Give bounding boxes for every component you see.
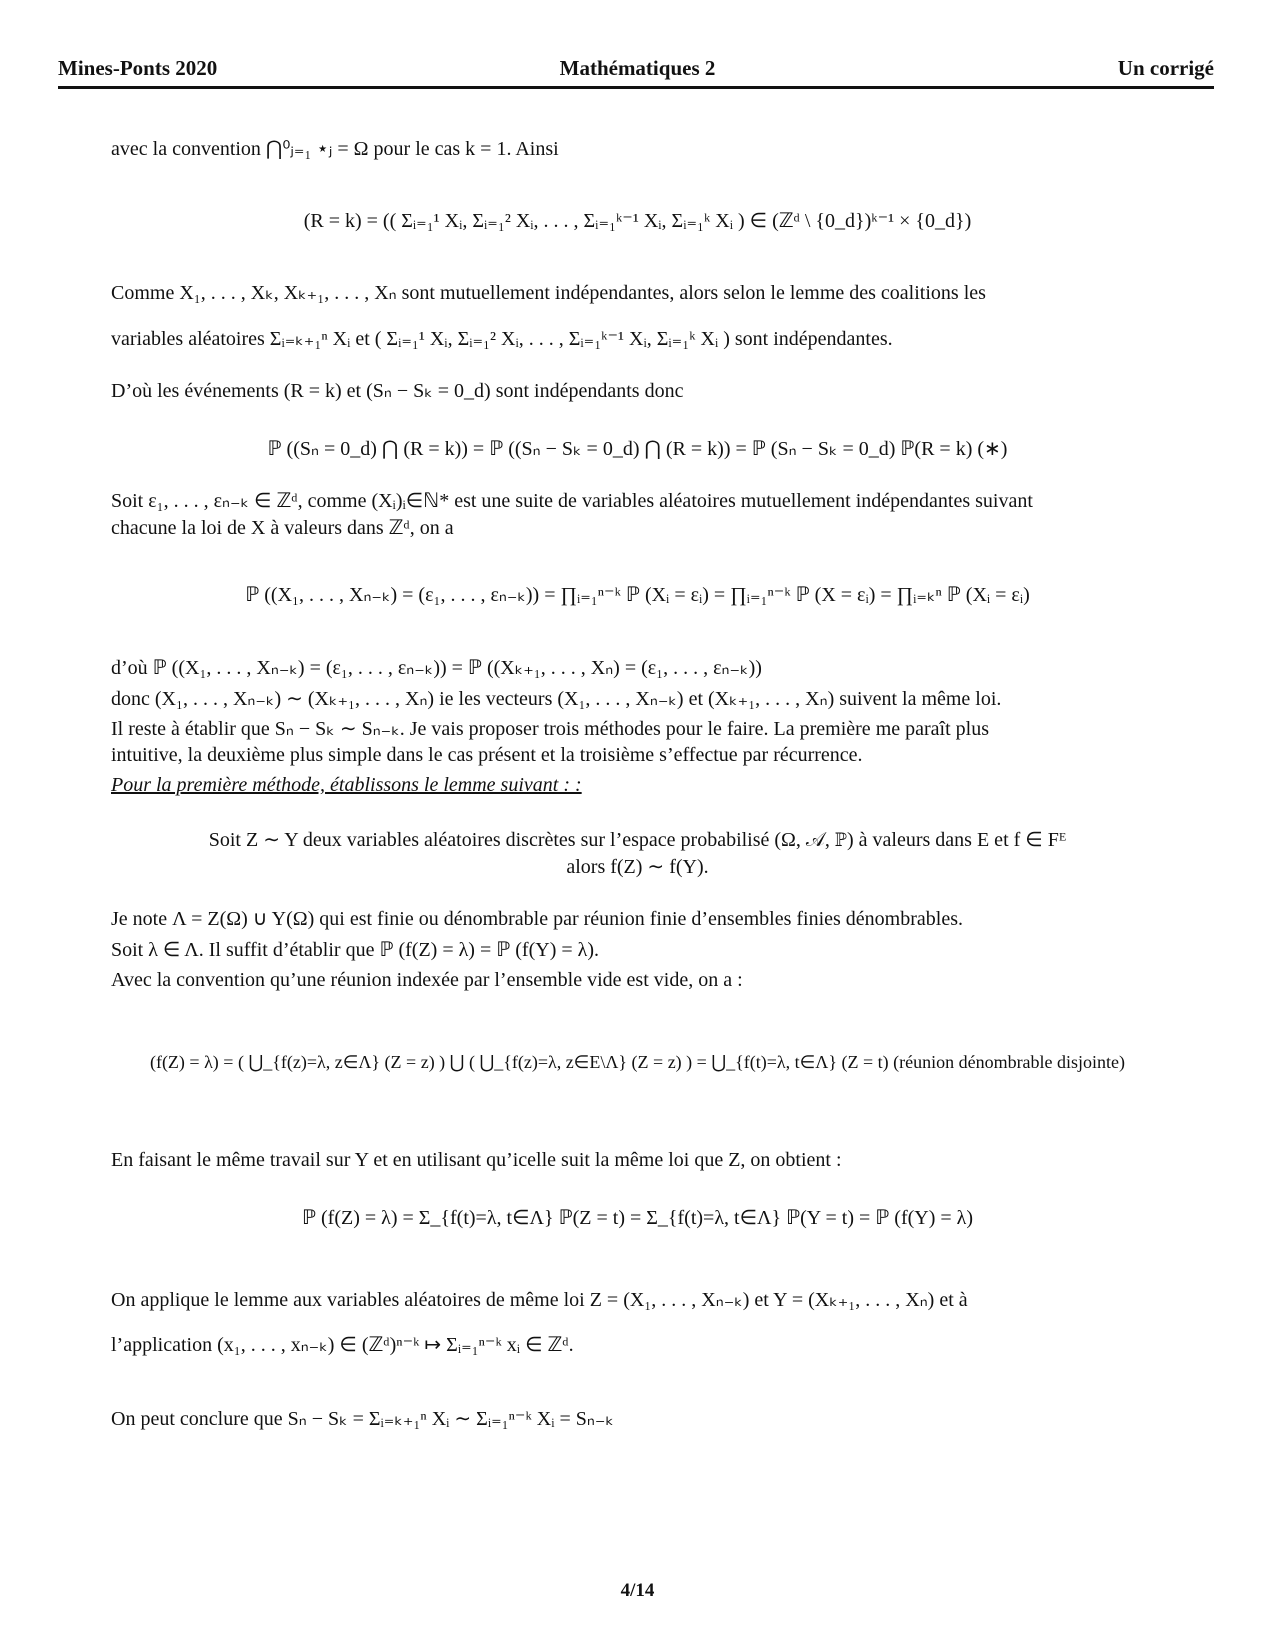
equation-4: (f(Z) = λ) = ( ⋃_{f(z)=λ, z∈Λ} (Z = z) ) ⋃ ( ⋃_{f(z)=λ, z∈E\Λ} (Z = z) ) = ⋃_{f(t)=λ, t∈Λ} (Z = t) (réunion dénombrable disjointe): [149, 1052, 1126, 1072]
text-line-17: l’application (x₁, . . . , xₙ₋ₖ) ∈ (ℤᵈ)ⁿ⁻ᵏ ↦ Σᵢ₌₁ⁿ⁻ᵏ xᵢ ∈ ℤᵈ.: [111, 1334, 574, 1356]
method-heading: Pour la première méthode, établissons le lemme suivant : :: [111, 774, 582, 796]
text-line-4: D’où les événements (R = k) et (Sₙ − Sₖ = 0_d) sont indépendants donc: [111, 380, 684, 402]
text-line-7: d’où ℙ ((X₁, . . . , Xₙ₋ₖ) = (ε₁, . . . , εₙ₋ₖ)) = ℙ ((Xₖ₊₁, . . . , Xₙ) = (ε₁, . . . , εₙ₋ₖ)): [111, 657, 762, 679]
lemma-line-2: alors f(Z) ∼ f(Y).: [566, 856, 709, 878]
text-line-6: chacune la loi de X à valeurs dans ℤᵈ, on a: [111, 517, 454, 539]
text-line-13: Soit λ ∈ Λ. Il suffit d’établir que ℙ (f(Z) = λ) = ℙ (f(Y) = λ).: [111, 939, 599, 961]
header-center: Mathématiques 2: [559, 56, 716, 80]
text-line-9: Il reste à établir que Sₙ − Sₖ ∼ Sₙ₋ₖ. Je vais proposer trois méthodes pour le faire. La première me paraît plus: [111, 718, 989, 740]
equation-2: ℙ ((Sₙ = 0_d) ⋂ (R = k)) = ℙ ((Sₙ − Sₖ = 0_d) ⋂ (R = k)) = ℙ (Sₙ − Sₖ = 0_d) ℙ(R = k) (∗): [267, 438, 1008, 460]
equation-3: ℙ ((X₁, . . . , Xₙ₋ₖ) = (ε₁, . . . , εₙ₋ₖ)) = ∏ᵢ₌₁ⁿ⁻ᵏ ℙ (Xᵢ = εᵢ) = ∏ᵢ₌₁ⁿ⁻ᵏ ℙ (X = εᵢ) = ∏ᵢ₌ₖⁿ ℙ (Xᵢ = εᵢ): [245, 584, 1030, 606]
text-line-14: Avec la convention qu’une réunion indexée par l’ensemble vide est vide, on a :: [111, 969, 743, 991]
text-line-3: variables aléatoires Σᵢ₌ₖ₊₁ⁿ Xᵢ et ( Σᵢ₌₁¹ Xᵢ, Σᵢ₌₁² Xᵢ, . . . , Σᵢ₌₁ᵏ⁻¹ Xᵢ, Σᵢ₌₁ᵏ Xᵢ ) sont indépendantes.: [111, 328, 893, 350]
text-line-10: intuitive, la deuxième plus simple dans le cas présent et la troisième s’effectue par récurrence.: [111, 744, 863, 766]
equation-1: (R = k) = (( Σᵢ₌₁¹ Xᵢ, Σᵢ₌₁² Xᵢ, . . . , Σᵢ₌₁ᵏ⁻¹ Xᵢ, Σᵢ₌₁ᵏ Xᵢ ) ∈ (ℤᵈ \ {0_d})ᵏ⁻¹ × {0_d}): [303, 210, 972, 232]
lemma-line-1: Soit Z ∼ Y deux variables aléatoires discrètes sur l’espace probabilisé (Ω, 𝒜, ℙ) à valeurs dans E et f ∈ Fᴱ: [208, 829, 1067, 851]
text-line-16: On applique le lemme aux variables aléatoires de même loi Z = (X₁, . . . , Xₙ₋ₖ) et Y = (Xₖ₊₁, . . . , Xₙ) et à: [111, 1289, 968, 1311]
header-rule: [58, 86, 1214, 89]
equation-5: ℙ (f(Z) = λ) = Σ_{f(t)=λ, t∈Λ} ℙ(Z = t) = Σ_{f(t)=λ, t∈Λ} ℙ(Y = t) = ℙ (f(Y) = λ): [301, 1207, 974, 1229]
text-line-18: On peut conclure que Sₙ − Sₖ = Σᵢ₌ₖ₊₁ⁿ Xᵢ ∼ Σᵢ₌₁ⁿ⁻ᵏ Xᵢ = Sₙ₋ₖ: [111, 1408, 614, 1430]
page-number: 4/14: [620, 1580, 655, 1601]
header-right: Un corrigé: [1117, 56, 1214, 80]
header-left: Mines-Ponts 2020: [58, 56, 218, 80]
text-line-2: Comme X₁, . . . , Xₖ, Xₖ₊₁, . . . , Xₙ sont mutuellement indépendantes, alors selon le lemme des coalitions les: [111, 282, 986, 304]
text-line-5: Soit ε₁, . . . , εₙ₋ₖ ∈ ℤᵈ, comme (Xᵢ)ᵢ∈ℕ* est une suite de variables aléatoires mutuellement indépendantes suivant: [111, 490, 1033, 512]
text-line-8: donc (X₁, . . . , Xₙ₋ₖ) ∼ (Xₖ₊₁, . . . , Xₙ) ie les vecteurs (X₁, . . . , Xₙ₋ₖ) et (Xₖ₊₁, . . . , Xₙ) suivent la même loi.: [111, 688, 1002, 710]
text-line-1: avec la convention ⋂⁰ⱼ₌₁ ⋆ⱼ = Ω pour le cas k = 1. Ainsi: [111, 138, 559, 160]
text-line-12: Je note Λ = Z(Ω) ∪ Y(Ω) qui est finie ou dénombrable par réunion finie d’ensembles finies dénombrables.: [111, 908, 963, 930]
text-line-15: En faisant le même travail sur Y et en utilisant qu’icelle suit la même loi que Z, on obtient :: [111, 1149, 842, 1171]
